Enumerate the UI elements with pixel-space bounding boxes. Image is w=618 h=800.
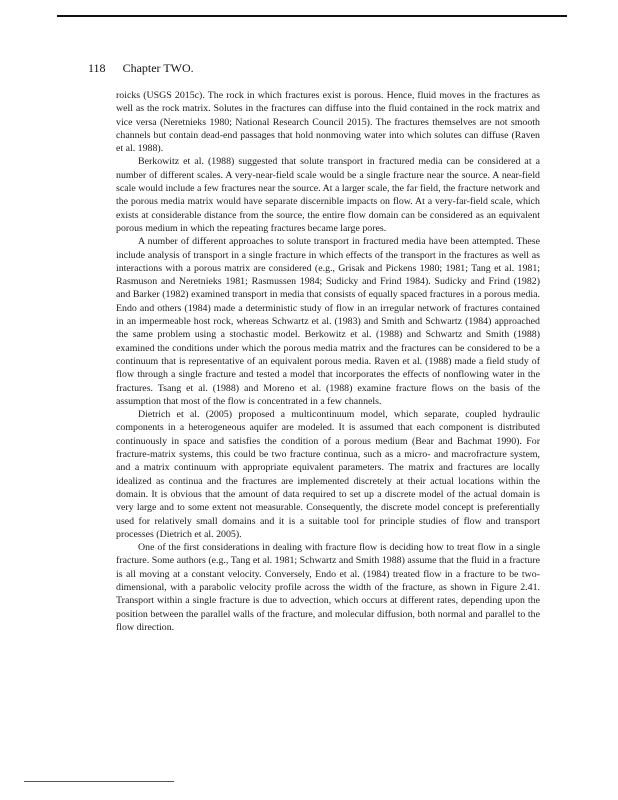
chapter-title: Chapter TWO. — [122, 61, 194, 75]
paragraph: roicks (USGS 2015c). The rock in which fractures exist is porous. Hence, fluid moves in the fractures as well as the rock matrix. Solutes in the fractures can diffuse into the fluid contained in the rock matrix and vice versa (Neretnieks 1980; National Research Council 2015). The fractures themselves are not smooth channels but contain dead-end passages that hold nonmoving water into which solutes can diffuse (Raven et al. 1988). — [116, 90, 540, 155]
paragraph: A number of different approaches to solute transport in fractured media have been attempted. These include analysis of transport in a single fracture in which effects of the transport in the fractures as well as interactions with a porous matrix are considered (e.g., Grisak and Pickens 1980; 1981; Tang et al. 1981; Rasmuson and Neretnieks 1981; Rasmussen 1984; Sudicky and Frind 1984). Sudicky and Frind (1982) and Barker (1982) examined transport in media that consists of equally spaced fractures in a porous media. Endo and others (1984) made a deterministic study of flow in an irregular network of fractures contained in an impermeable host rock, whereas Schwartz et al. (1983) and Smith and Schwartz (1984) approached the same problem using a stochastic model. Berkowitz et al. (1988) and Schwartz and Smith (1988) examined the conditions under which the porous media matrix and the fractures can be considered to be a continuum that is representative of an equivalent porous media. Raven et al. (1988) made a field study of flow through a single fracture and tested a model that incorporates the effects of nonflowing water in the fractures. Tsang et al. (1988) and Moreno et al. (1988) examine fracture flows on the basis of the assumption that most of the flow is concentrated in a few channels. — [116, 236, 540, 407]
page-number: 118 — [88, 61, 106, 75]
top-rule — [57, 15, 567, 17]
paragraph: Dietrich et al. (2005) proposed a multicontinuum model, which separate, coupled hydraulic components in a heterogeneous aquifer are modeled. It is assumed that each component is distributed continuously in space and satisfies the condition of a porous medium (Bear and Bachmat 1990). For fracture-matrix systems, this could be two fracture continua, such as a micro- and macrofracture system, and a matrix continuum with appropriate equivalent parameters. The matrix and fractures are locally idealized as continua and the fractures are implemented discretely at their actual locations within the domain. It is obvious that the amount of data required to set up a discrete model of the actual domain is very large and to some extent not measurable. Consequently, the discrete model concept is preferentially used for relatively small domains and it is a suitable tool for principle studies of flow and transport processes (Dietrich et al. 2005). — [116, 409, 540, 540]
paragraph: Berkowitz et al. (1988) suggested that solute transport in fractured media can be considered at a number of different scales. A very-near-field scale would be a single fracture near the source. A near-field scale would include a few fractures near the source. At a larger scale, the far field, the fracture network and the porous media matrix would have separate discernible impacts on flow. At a very-far-field scale, which exists at considerable distance from the source, the entire flow domain can be considered as an equivalent porous medium in which the repeating fractures became large pores. — [116, 156, 540, 234]
bottom-rule — [24, 781, 174, 782]
running-head — [88, 61, 194, 76]
paragraph: One of the first considerations in dealing with fracture flow is deciding how to treat flow in a single fracture. Some authors (e.g., Tang et al. 1981; Schwartz and Smith 1988) assume that the fluid in a fracture is all moving at a constant velocity. Conversely, Endo et al. (1984) treated flow in a fracture to be two-dimensional, with a parabolic velocity profile across the width of the fracture, as shown in Figure 2.41. Transport within a single fracture is due to advection, which occurs at different rates, depending upon the position between the parallel walls of the fracture, and molecular diffusion, both normal and parallel to the flow direction. — [116, 542, 540, 633]
body-text — [116, 89, 540, 634]
